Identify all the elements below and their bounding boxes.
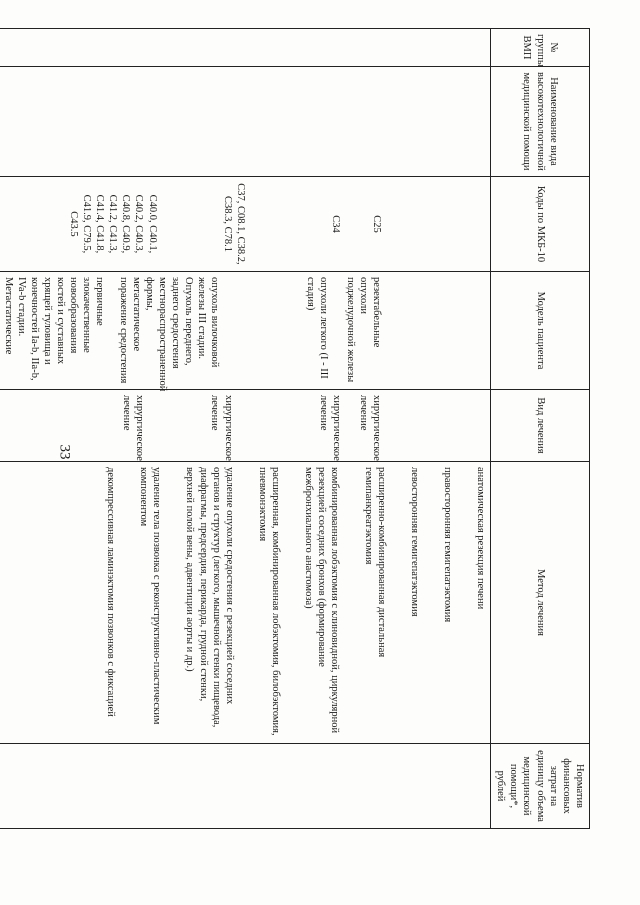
header-name: Наименование вида высокотехнологичной медицинской помощи <box>491 67 590 177</box>
cell-model <box>0 272 491 390</box>
model-row-5: первичные злокачественные новообразования костей и суставных хрящей туловища и конечностей Ia-b, IIa-b, IVa-b стадии. Метастатические <box>2 277 106 381</box>
cell-group <box>0 29 491 67</box>
type-row-4: хирургическое лечение <box>209 395 234 461</box>
codes-row-2: C25 <box>371 215 383 233</box>
rotated-table-container <box>2 28 590 828</box>
type-row-5: хирургическое лечение <box>121 395 146 461</box>
model-row-3: опухоли легкого (I - III стадия) <box>304 277 329 379</box>
cell-type <box>0 390 491 462</box>
header-codes: Коды по МКБ-10 <box>491 177 590 272</box>
method-3-1: комбинированная лобэктомия с клиновидной, циркулярной резекцией соседних бронхов (формирование межбронхиального анастомоза) <box>303 467 341 734</box>
method-1-2: правосторонняя гемигепатэктомия <box>442 467 453 623</box>
codes-row-5: C40.0, C40.1, C40.2, C40.3, C40.8, C40.9, C41.2, C41.3, C41.4, C41.8, C41.9, C79.5, C43.5 <box>67 194 158 254</box>
header-model: Модель пациента <box>491 272 590 390</box>
codes-row-3: C34 <box>330 215 341 233</box>
model-row-2: резектабельные опухоли поджелудочной железы <box>344 277 383 383</box>
cell-norm <box>0 744 491 829</box>
model-row-4: опухоль вилочковой железы III стадии. Опухоль переднего, заднего средостения местнораспространенной формы, метастатическое поражение средостения <box>117 277 221 392</box>
cell-name <box>0 67 491 177</box>
table-header-row <box>491 29 590 829</box>
header-group: № группы ВМП <box>491 29 590 67</box>
page-number: 33 <box>56 444 73 460</box>
method-3-2: расширенная, комбинированная лобэктомия, билобэктомия, пневмонэктомия <box>257 467 282 736</box>
method-4-1: удаление опухоли средостения с резекцией соседних органов и структур (легкого, мышечной стенки пищевода, диафрагмы, предсердия, перикарда, грудной стенки, верхней полой вены, адвентиции аорты и др.) <box>184 467 235 728</box>
table-body-row <box>0 29 491 829</box>
method-2-1: расширенно-комбинированная дистальная гемипанкреатэктомия <box>362 467 387 658</box>
vmp-table <box>0 28 590 829</box>
type-row-3: хирургическое лечение <box>317 395 342 461</box>
header-norm: Норматив финансовых затрат на единицу объема медицинской помощи*, рублей <box>491 744 590 829</box>
method-1-3: левосторонняя гемигепатэктомия <box>408 467 420 617</box>
type-row-2: хирургическое лечение <box>358 395 383 461</box>
header-type: Вид лечения <box>491 390 590 462</box>
cell-codes <box>0 177 491 272</box>
method-1-1: анатомическая резекция печени <box>475 467 487 610</box>
header-method: Метод лечения <box>491 462 590 744</box>
cell-method <box>0 462 491 744</box>
codes-row-4: C37, C08.1, C38.2, C38.3, C78.1 <box>221 183 246 265</box>
method-5-1: удаление тела позвонка с реконструктивно-пластическим компонентом <box>138 467 163 725</box>
method-5-2: декомпрессивная ламинэктомия позвонков с фиксацией <box>105 467 117 717</box>
